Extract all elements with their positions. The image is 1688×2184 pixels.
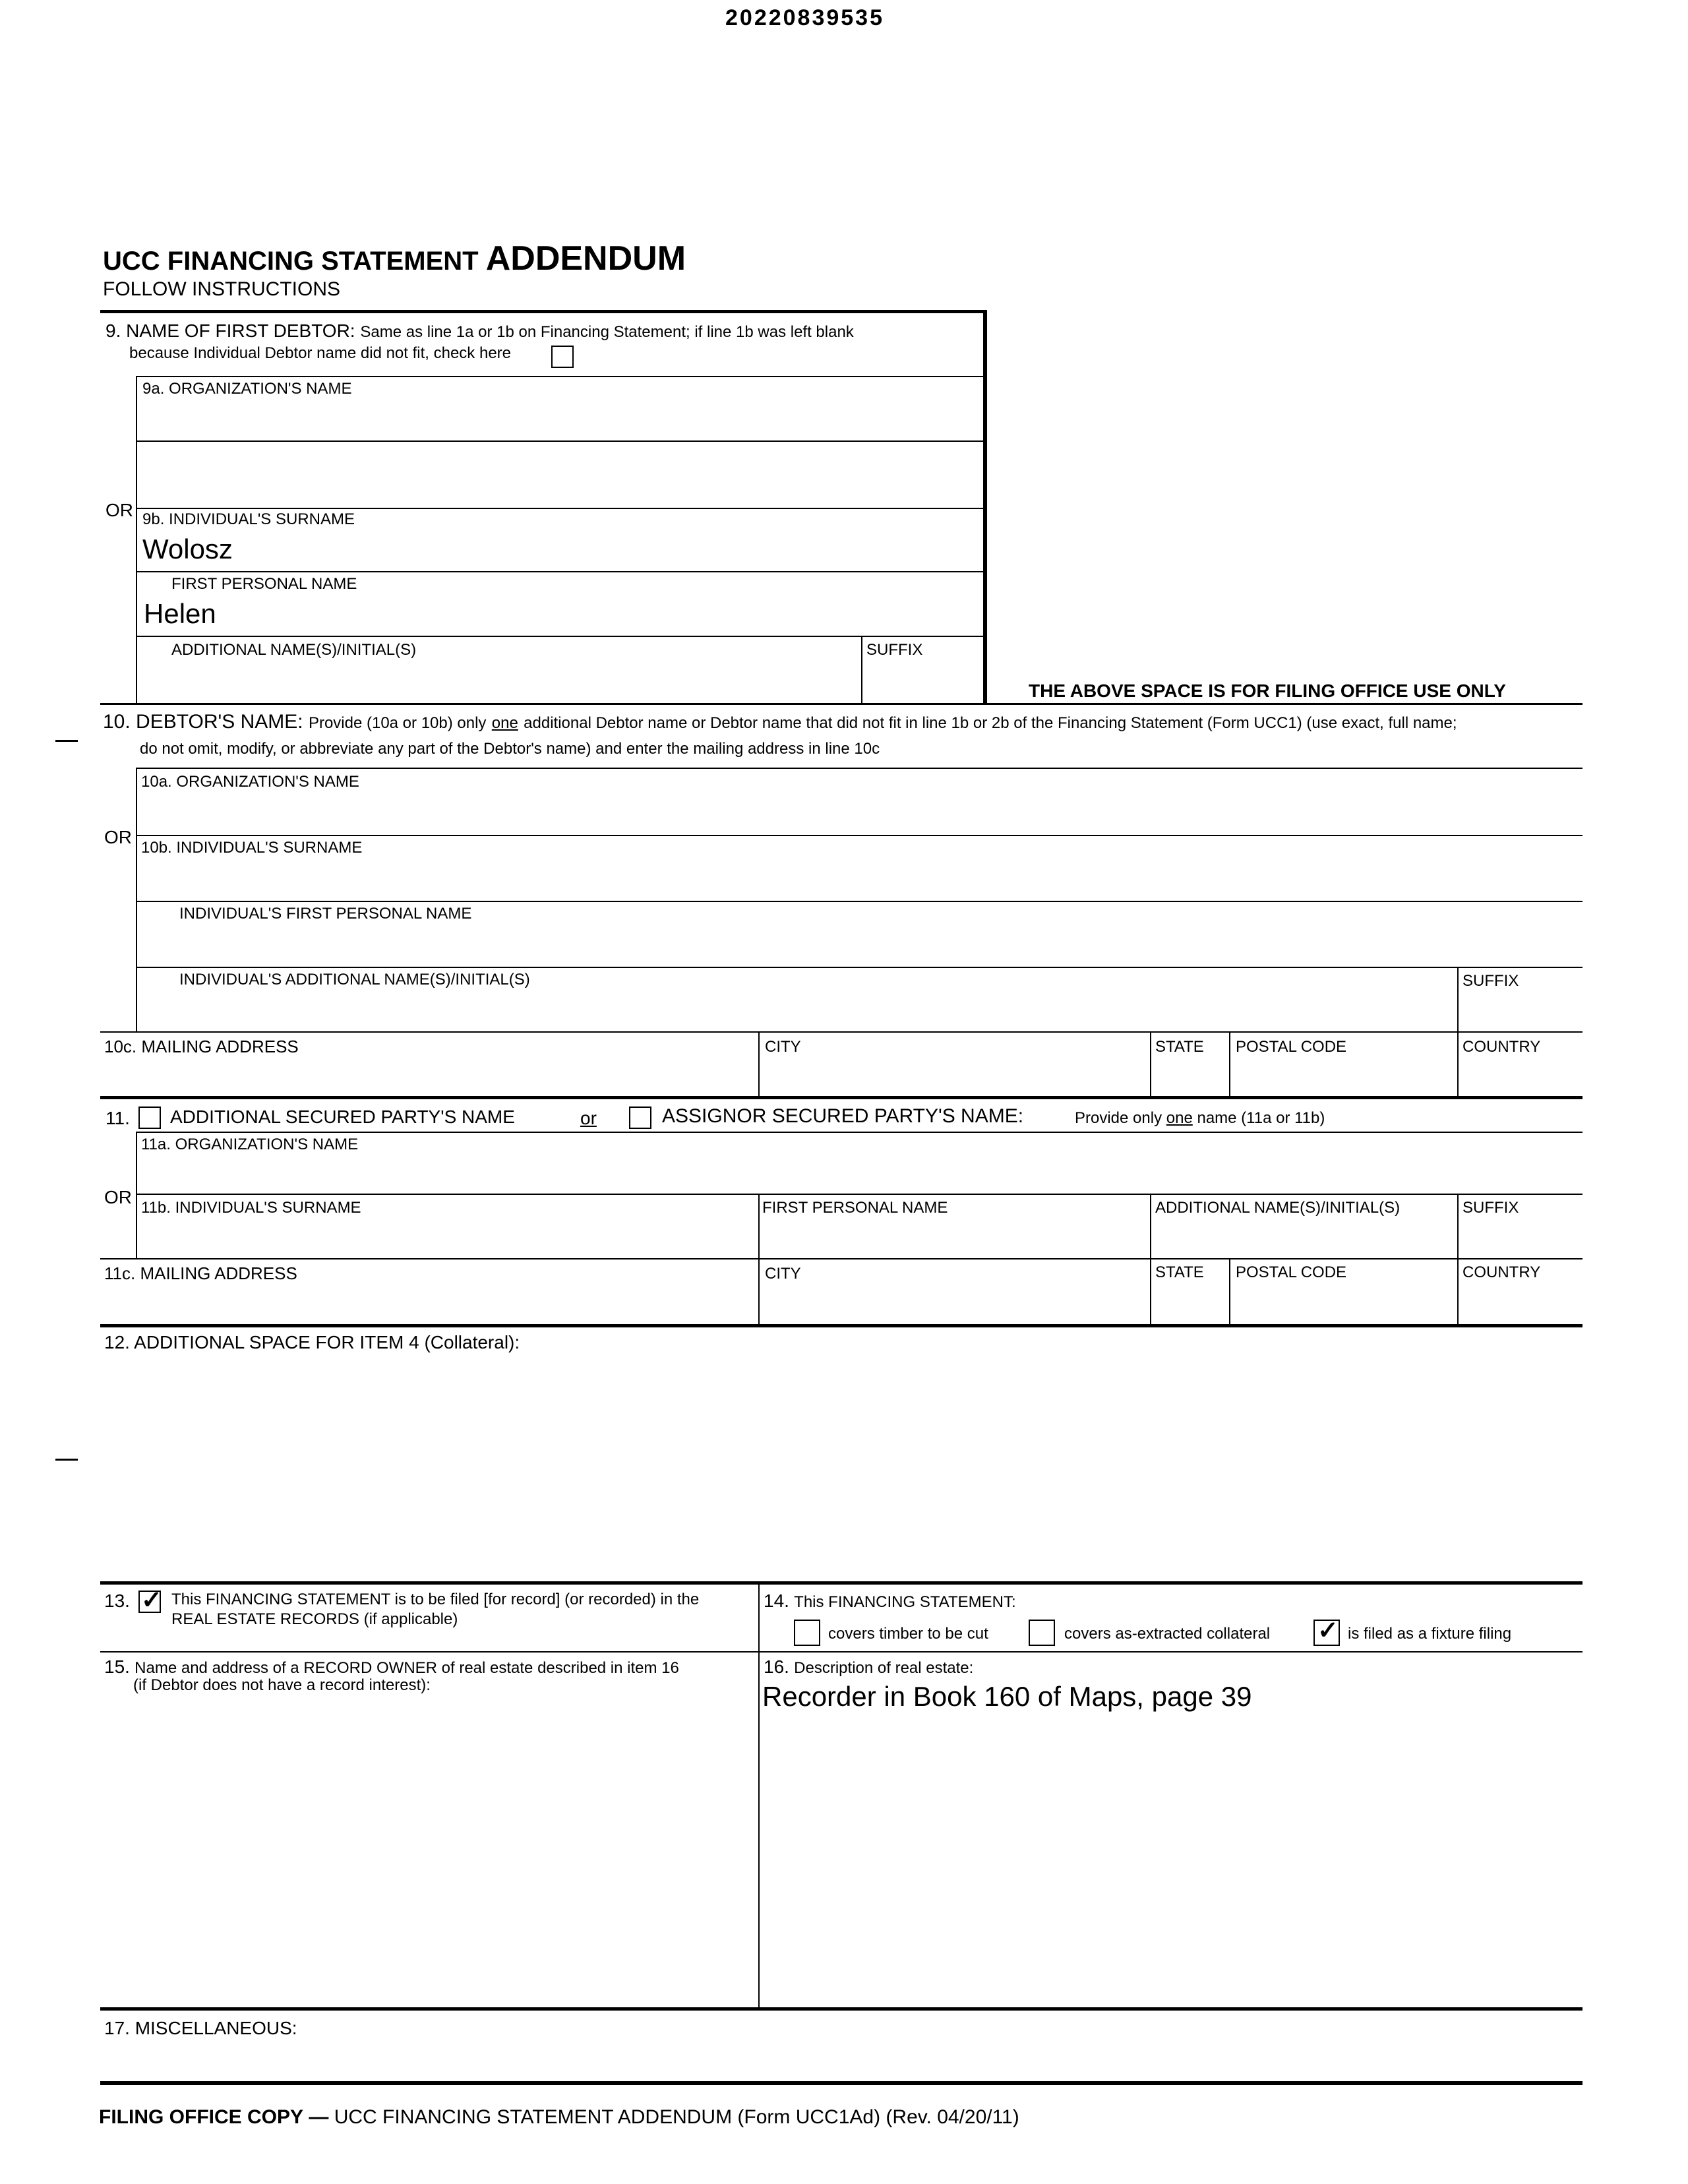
11-assignor-secured-party-label: ASSIGNOR SECURED PARTY'S NAME: — [662, 1105, 1024, 1127]
11-provide-b: name (11a or 11b) — [1197, 1109, 1325, 1127]
10a-label: 10a. ORGANIZATION'S NAME — [141, 773, 359, 791]
9-or-label: OR — [106, 500, 133, 520]
section-14-label: This FINANCING STATEMENT: — [794, 1593, 1016, 1611]
11c-city-label: CITY — [765, 1265, 801, 1283]
10c-postal-code-label: POSTAL CODE — [1236, 1038, 1347, 1056]
11c-postal-code-label: POSTAL CODE — [1236, 1263, 1347, 1281]
11c-label: 11c. MAILING ADDRESS — [104, 1263, 297, 1283]
footer — [99, 2108, 1019, 2127]
section-15-heading — [104, 1658, 679, 1676]
follow-instructions: FOLLOW INSTRUCTIONS — [103, 278, 341, 300]
11-first-name-label: FIRST PERSONAL NAME — [762, 1199, 948, 1217]
section-11-number: 11. — [106, 1108, 130, 1128]
11-one: one — [1166, 1109, 1193, 1127]
section-10-number: 10. DEBTOR'S NAME: — [103, 711, 303, 733]
13-text-line-1: This FINANCING STATEMENT is to be filed [for record] (or recorded) in the — [171, 1591, 700, 1608]
document-number: 20220839535 — [725, 5, 885, 30]
9-first-name-value[interactable]: Helen — [144, 598, 216, 629]
section-10-one: one — [491, 714, 518, 732]
footer-dash: — — [309, 2106, 329, 2128]
9a-organization-name-field[interactable] — [140, 398, 977, 438]
footer-form-name: UCC FINANCING STATEMENT ADDENDUM (Form UCC1Ad) (Rev. 04/20/11) — [334, 2106, 1019, 2128]
filing-office-use-only: THE ABOVE SPACE IS FOR FILING OFFICE USE ONLY — [1029, 681, 1506, 701]
section-16-number: 16. — [764, 1656, 789, 1677]
form-title-addendum: ADDENDUM — [485, 239, 686, 278]
13-text-line-2: REAL ESTATE RECORDS (if applicable) — [171, 1610, 458, 1628]
14-check-mark-icon: ✓ — [1317, 1617, 1339, 1645]
16-real-estate-description-value[interactable]: Recorder in Book 160 of Maps, page 39 — [762, 1681, 1252, 1712]
11-or-word: or — [580, 1108, 597, 1128]
14-as-extracted-label: covers as-extracted collateral — [1064, 1625, 1271, 1643]
section-9-instructions-2: because Individual Debtor name did not fit, check here — [129, 344, 512, 362]
section-12-label: 12. ADDITIONAL SPACE FOR ITEM 4 (Collateral): — [104, 1332, 520, 1352]
form-title — [103, 241, 686, 276]
11-or-label: OR — [104, 1187, 132, 1207]
10c-city-label: CITY — [765, 1038, 801, 1056]
section-10-heading — [103, 712, 1457, 732]
12-collateral-space[interactable] — [104, 1358, 1579, 1576]
10-suffix-label: SUFFIX — [1462, 972, 1519, 990]
9b-label: 9b. INDIVIDUAL'S SURNAME — [142, 510, 355, 528]
section-9-check-box[interactable] — [551, 346, 574, 368]
10-or-label: OR — [104, 827, 132, 847]
11c-country-label: COUNTRY — [1462, 1263, 1541, 1281]
9b-surname-value[interactable]: Wolosz — [142, 533, 233, 564]
11c-state-label: STATE — [1155, 1263, 1204, 1281]
form-title-main: UCC FINANCING STATEMENT — [103, 247, 479, 276]
10c-country-label: COUNTRY — [1462, 1038, 1541, 1056]
9-first-name-label: FIRST PERSONAL NAME — [171, 575, 357, 593]
11-suffix-label: SUFFIX — [1462, 1199, 1519, 1217]
10c-state-label: STATE — [1155, 1038, 1204, 1056]
11-provide-a: Provide only — [1075, 1109, 1162, 1127]
section-15-text-1: Name and address of a RECORD OWNER of real estate described in item 16 — [135, 1659, 679, 1677]
section-10-instructions-2: do not omit, modify, or abbreviate any part of the Debtor's name) and enter the mailing address in line 10c — [140, 740, 880, 758]
11-provide-one-name — [1075, 1110, 1325, 1126]
9-suffix-label: SUFFIX — [866, 641, 923, 659]
15-record-owner-field[interactable] — [104, 1701, 753, 2005]
section-14-heading — [764, 1592, 1016, 1610]
section-9-number: 9. NAME OF FIRST DEBTOR: — [106, 320, 355, 341]
10b-surname-field[interactable] — [140, 857, 1577, 899]
section-17-label: 17. MISCELLANEOUS: — [104, 2018, 297, 2038]
section-15-number: 15. — [104, 1656, 130, 1677]
14-fixture-filing-label: is filed as a fixture filing — [1348, 1625, 1512, 1643]
10b-label: 10b. INDIVIDUAL'S SURNAME — [141, 839, 363, 857]
11b-label: 11b. INDIVIDUAL'S SURNAME — [141, 1199, 361, 1217]
9-additional-names-label: ADDITIONAL NAME(S)/INITIAL(S) — [171, 641, 417, 659]
section-16-heading — [764, 1658, 973, 1676]
11a-label: 11a. ORGANIZATION'S NAME — [141, 1136, 359, 1153]
10-additional-names-label: INDIVIDUAL'S ADDITIONAL NAME(S)/INITIAL(S) — [179, 971, 530, 988]
section-10-instr-1b: additional Debtor name or Debtor name that did not fit in line 1b or 2b of the Financing Statement (Form UCC1) (use exact, full name; — [524, 714, 1457, 732]
11-additional-secured-party-label: ADDITIONAL SECURED PARTY'S NAME — [170, 1107, 515, 1127]
10c-label: 10c. MAILING ADDRESS — [104, 1037, 299, 1056]
section-9-heading — [106, 322, 854, 340]
section-13-number: 13. — [104, 1591, 130, 1611]
14-timber-checkbox[interactable] — [794, 1620, 820, 1646]
section-16-label: Description of real estate: — [794, 1659, 974, 1677]
14-timber-label: covers timber to be cut — [828, 1625, 988, 1643]
17-miscellaneous-field[interactable] — [104, 2044, 1579, 2077]
10a-organization-name-field[interactable] — [140, 791, 1577, 834]
9a-organization-name-field-2[interactable] — [140, 444, 977, 504]
14-as-extracted-checkbox[interactable] — [1029, 1620, 1055, 1646]
11-assignor-secured-party-checkbox[interactable] — [629, 1107, 651, 1129]
13-real-estate-records-checkbox[interactable] — [138, 1587, 162, 1614]
14-fixture-filing-checkbox[interactable] — [1313, 1617, 1340, 1646]
9a-label: 9a. ORGANIZATION'S NAME — [142, 380, 352, 398]
10-first-name-field[interactable] — [140, 923, 1577, 965]
11a-organization-name-field[interactable] — [140, 1154, 1577, 1191]
10-first-name-label: INDIVIDUAL'S FIRST PERSONAL NAME — [179, 905, 472, 923]
section-10-instr-1a: Provide (10a or 10b) only — [308, 714, 487, 732]
11-additional-names-label: ADDITIONAL NAME(S)/INITIAL(S) — [1155, 1199, 1401, 1217]
section-9-instructions-1: Same as line 1a or 1b on Financing Statement; if line 1b was left blank — [360, 323, 854, 341]
section-15-text-2: (if Debtor does not have a record interest): — [133, 1676, 431, 1694]
13-check-mark-icon: ✓ — [141, 1587, 162, 1614]
11-additional-secured-party-checkbox[interactable] — [138, 1107, 161, 1129]
section-14-number: 14. — [764, 1591, 789, 1611]
footer-filing-office-copy: FILING OFFICE COPY — [99, 2106, 304, 2128]
